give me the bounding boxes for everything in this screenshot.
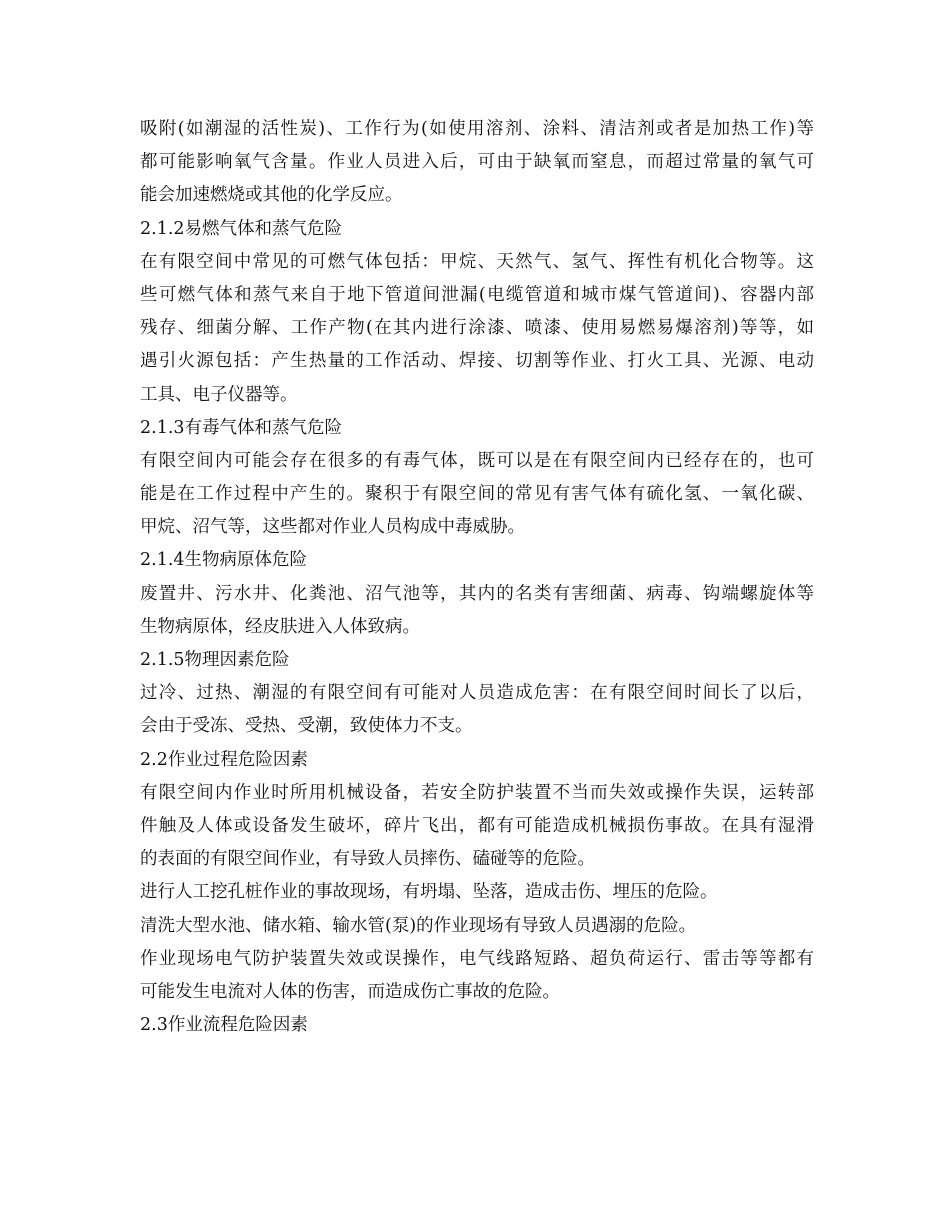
section-heading: 2.1.4生物病原体危险 — [140, 550, 308, 571]
paragraph-line: 清洗大型水池、储水箱、输水管(泵)的作业现场有导致人员遇溺的危险。 — [140, 915, 697, 936]
paragraph-line: 件触及人体或设备发生破坏，碎片飞出，都有可能造成机械损伤事故。在具有湿滑 — [140, 815, 814, 836]
paragraph-line: 甲烷、沼气等，这些都对作业人员构成中毒威胁。 — [140, 517, 525, 538]
paragraph-line: 作业现场电气防护装置失效或误操作，电气线路短路、超负荷运行、雷击等等都有 — [140, 948, 814, 969]
paragraph-line: 残存、细菌分解、工作产物(在其内进行涂漆、喷漆、使用易燃易爆溶剂)等等，如 — [140, 318, 814, 339]
paragraph-line: 能会加速燃烧或其他的化学反应。 — [140, 185, 403, 206]
paragraph-line: 废置井、污水井、化粪池、沼气池等，其内的名类有害细菌、病毒、钩端螺旋体等 — [140, 583, 814, 604]
paragraph-line: 遇引火源包括：产生热量的工作活动、焊接、切割等作业、打火工具、光源、电动 — [140, 351, 814, 372]
paragraph-line: 都可能影响氧气含量。作业人员进入后，可由于缺氧而窒息，而超过常量的氧气可 — [140, 152, 814, 173]
paragraph-line: 进行人工挖孔桩作业的事故现场，有坍塌、坠落，造成击伤、埋压的危险。 — [140, 882, 718, 903]
section-heading: 2.1.3有毒气体和蒸气危险 — [140, 417, 343, 438]
paragraph-line: 可能发生电流对人体的伤害，而造成伤亡事故的危险。 — [140, 981, 560, 1002]
section-heading: 2.3作业流程危险因素 — [140, 1015, 308, 1036]
paragraph-line: 能是在工作过程中产生的。聚积于有限空间的常见有害气体有硫化氢、一氧化碳、 — [140, 484, 814, 505]
paragraph-line: 在有限空间中常见的可燃气体包括：甲烷、天然气、氢气、挥性有机化合物等。这 — [140, 251, 814, 272]
section-heading: 2.1.5物理因素危险 — [140, 650, 290, 670]
paragraph-line: 些可燃气体和蒸气来自于地下管道间泄漏(电缆管道和城市煤气管道间)、容器内部 — [140, 284, 814, 305]
paragraph-line: 有限空间内作业时所用机械设备，若安全防护装置不当而失效或操作失误，运转部 — [140, 782, 814, 803]
section-heading: 2.2作业过程危险因素 — [140, 749, 308, 770]
section-heading: 2.1.2易燃气体和蒸气危险 — [140, 218, 343, 239]
paragraph-line: 吸附(如潮湿的活性炭)、工作行为(如使用溶剂、涂料、清洁剂或者是加热工作)等 — [140, 119, 814, 139]
paragraph-line: 的表面的有限空间作业，有导致人员摔伤、磕碰等的危险。 — [140, 849, 595, 870]
paragraph-line: 过冷、过热、潮湿的有限空间有可能对人员造成危害：在有限空间时间长了以后， — [140, 683, 814, 704]
paragraph-line: 会由于受冻、受热、受潮，致使体力不支。 — [140, 716, 473, 737]
paragraph-line: 有限空间内可能会存在很多的有毒气体，既可以是在有限空间内已经存在的，也可 — [140, 450, 814, 471]
paragraph-line: 生物病原体，经皮肤进入人体致病。 — [140, 616, 420, 637]
paragraph-line: 工具、电子仪器等。 — [140, 384, 298, 405]
